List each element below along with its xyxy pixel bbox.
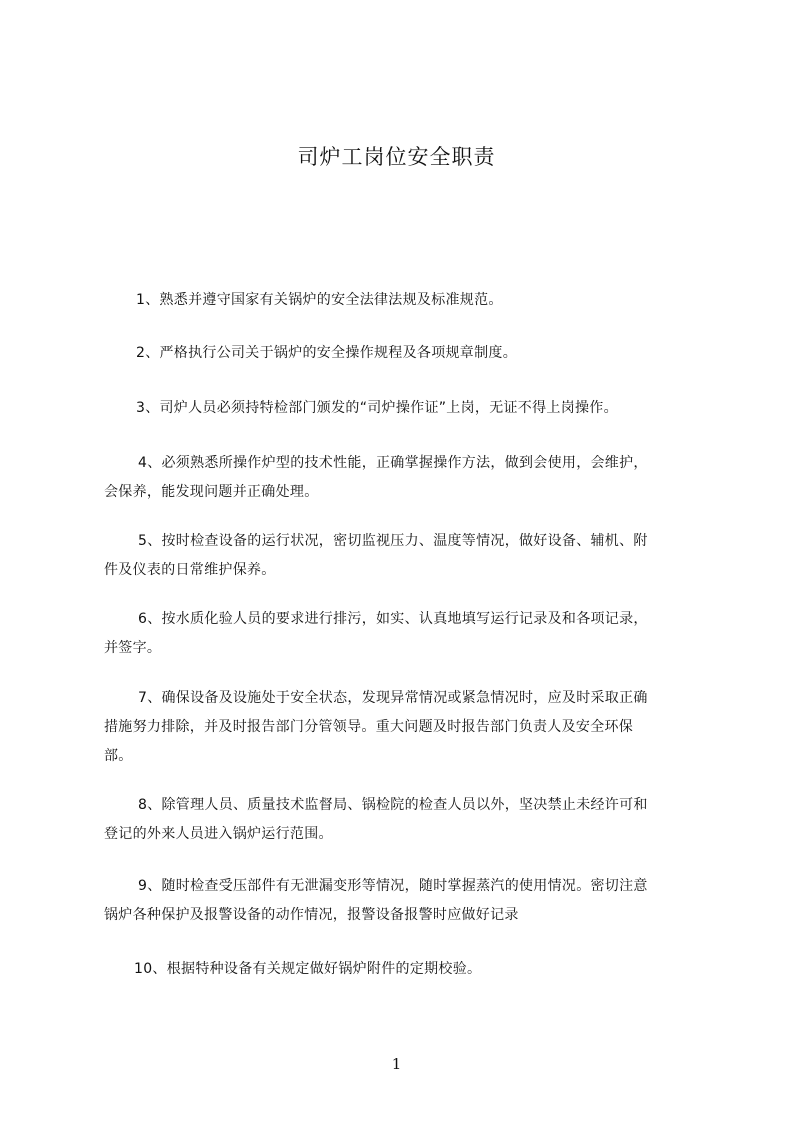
item-line: 6、按水质化验人员的要求进行排污，如实、认真地填写运行记录及和各项记录， — [138, 611, 648, 627]
item-line: 2、严格执行公司关于锅炉的安全操作规程及各项规章制度。 — [136, 345, 518, 361]
duty-item-5 — [104, 527, 714, 585]
item-line: 5、按时检查设备的运行状况，密切监视压力、温度等情况，做好设备、辅机、附 — [138, 533, 648, 549]
duty-item-2 — [104, 339, 714, 368]
item-line: 措施努力排除，并及时报告部门分管领导。重大问题及时报告部门负责人及安全环保 — [104, 719, 634, 735]
page-number: 1 — [391, 1055, 402, 1073]
duty-item-1 — [104, 286, 714, 315]
item-line: 登记的外来人员进入锅炉运行范围。 — [104, 826, 333, 842]
document-title: 司炉工岗位安全职责 — [297, 145, 496, 169]
item-line: 锅炉各种保护及报警设备的动作情况，报警设备报警时应做好记录 — [104, 907, 519, 923]
item-line: 9、随时检查受压部件有无泄漏变形等情况，随时掌握蒸汽的使用情况。密切注意 — [138, 878, 648, 894]
item-line: 1、熟悉并遵守国家有关锅炉的安全法律法规及标准规范。 — [136, 292, 503, 308]
duty-item-4 — [104, 449, 714, 507]
duty-item-7 — [104, 684, 714, 771]
item-line: 并签字。 — [104, 640, 162, 656]
duty-item-6 — [104, 605, 714, 663]
item-line: 7、确保设备及设施处于安全状态，发现异常情况或紧急情况时，应及时采取正确 — [138, 690, 648, 706]
duty-item-3 — [104, 394, 714, 423]
item-line: 8、除管理人员、质量技术监督局、锅检院的检查人员以外，坚决禁止未经许可和 — [138, 797, 648, 813]
item-line: 会保养，能发现问题并正确处理。 — [104, 484, 319, 500]
item-line: 10、根据特种设备有关规定做好锅炉附件的定期校验。 — [134, 961, 482, 977]
duty-item-9 — [104, 872, 714, 930]
item-line: 件及仪表的日常维护保养。 — [104, 562, 276, 578]
duty-item-10 — [104, 955, 714, 984]
item-line: 部。 — [104, 748, 133, 764]
item-line: 4、必须熟悉所操作炉型的技术性能，正确掌握操作方法，做到会使用，会维护， — [138, 455, 648, 471]
duty-item-8 — [104, 791, 714, 849]
item-line: 3、司炉人员必须持特检部门颁发的“司炉操作证”上岗，无证不得上岗操作。 — [136, 400, 618, 416]
